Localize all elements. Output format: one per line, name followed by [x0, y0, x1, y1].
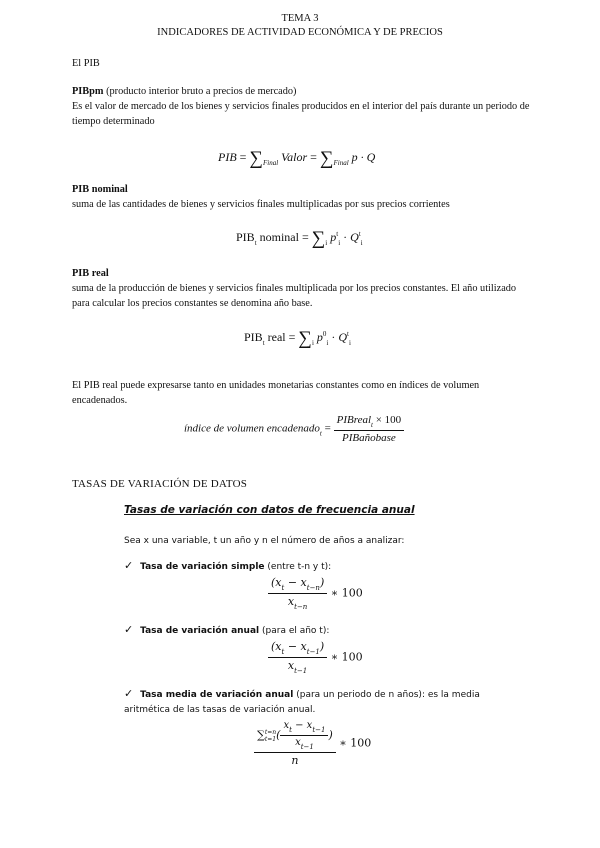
f1-term: Valor — [281, 150, 308, 164]
f2-q: Q — [350, 230, 359, 244]
item-tasa-media — [124, 686, 484, 718]
f4-num-sub: t — [371, 421, 373, 429]
f4-numerator — [334, 414, 405, 431]
media-inner-numerator — [280, 720, 328, 736]
media-inner-num-x: x — [283, 720, 290, 731]
f3-dot: · — [331, 330, 336, 344]
f4-num-tail: × 100 — [375, 414, 402, 426]
f3-p-sup: 0 — [322, 330, 327, 338]
f4-denominator: PIBañobase — [342, 432, 396, 444]
media-label: Tasa media de variación anual — [140, 690, 294, 700]
section-heading-tasas: TASAS DE VARIACIÓN DE DATOS — [72, 478, 248, 490]
nominal-paragraph — [72, 182, 532, 212]
formula-tasa-media — [254, 720, 371, 767]
f3-sum-sub: i — [311, 339, 314, 347]
f2-lhs-sub: t — [254, 239, 257, 247]
item-tasa-simple — [124, 558, 331, 575]
f1-sum2: ∑ — [319, 148, 334, 169]
f4-fraction — [334, 414, 405, 444]
simple-num-a: (x — [271, 576, 282, 589]
f3-lhs: PIB — [244, 330, 263, 344]
nominal-label: PIB nominal — [72, 184, 128, 195]
tasas-intro: Sea x una variable, t un año y n el número de años a analizar: — [124, 536, 405, 546]
f3-q: Q — [338, 330, 348, 344]
media-inner-den-x: x — [295, 737, 301, 748]
f2-p-sub: i — [338, 239, 341, 247]
f3-p: p — [316, 330, 323, 344]
media-description: (para un periodo de n años): es la media aritmética de las tasas de variación anual. — [124, 690, 480, 715]
f2-p: p — [330, 230, 337, 244]
f4-eq: = — [324, 422, 331, 435]
anual-numerator — [268, 640, 327, 658]
anual-mult: ∗ 100 — [330, 650, 363, 664]
formula-pib-nominal — [236, 228, 363, 250]
media-inner-num-sub: t — [289, 726, 292, 734]
simple-fraction — [268, 576, 327, 611]
pibpm-label: PIBpm — [72, 86, 104, 97]
f3-eq: = — [288, 330, 296, 344]
f4-lhs: índice de volumen encadenado — [184, 422, 320, 435]
f1-eq: = — [239, 150, 247, 164]
formula-indice-volumen — [184, 414, 404, 444]
media-inner-num-sub2: t−1 — [312, 726, 326, 734]
media-inner-fraction — [280, 720, 328, 751]
anual-num-sub2: t−1 — [306, 648, 320, 656]
media-mult: ∗ 100 — [339, 736, 372, 750]
formula-tasa-anual — [268, 640, 363, 675]
f2-dot: · — [343, 230, 348, 244]
media-inner-num-mid: − x — [291, 720, 313, 731]
f2-q-sub: i — [360, 239, 363, 247]
page-title: INDICADORES DE ACTIVIDAD ECONÓMICA Y DE PRECIOS — [157, 27, 443, 38]
check-icon: ✓ — [124, 623, 134, 636]
f1-sum: ∑ — [249, 148, 263, 169]
simple-num-sub2: t−n — [306, 584, 320, 592]
f3-q-sup: t — [347, 330, 349, 338]
media-numerator: ∑ t=n t=1 ( $\frac{x_t - x_{t-1}}{x_{t-1}}$ ) — [254, 720, 336, 753]
f2-q-sup: t — [358, 230, 361, 238]
f2-sum: ∑ — [311, 228, 326, 249]
anual-fraction — [268, 640, 327, 675]
anual-num-a: (x — [271, 640, 282, 653]
anual-denominator — [285, 658, 310, 675]
formula-tasa-simple — [268, 576, 363, 611]
f1-rhs: p · Q — [351, 150, 376, 164]
check-icon: ✓ — [124, 559, 134, 572]
media-inner-denominator — [292, 736, 317, 751]
f2-eq: = — [301, 230, 309, 244]
anual-label: Tasa de variación anual — [140, 626, 260, 636]
item-tasa-anual — [124, 622, 329, 639]
formula-pib-real — [244, 328, 351, 350]
section-heading-pib: El PIB — [72, 58, 100, 69]
media-inner-den-sub: t−1 — [300, 743, 314, 751]
tema-number: TEMA 3 — [281, 13, 319, 24]
media-fraction — [254, 720, 336, 767]
pibpm-paragraph — [72, 84, 532, 129]
anual-num-mid: − x — [284, 640, 307, 653]
f4-lhs-sub: t — [319, 429, 322, 438]
media-sum-symbol: ∑ — [257, 728, 265, 742]
f2-lhs: PIB — [236, 230, 255, 244]
simple-label: Tasa de variación simple — [140, 562, 265, 572]
anual-den-sub: t−1 — [294, 667, 308, 675]
simple-mult: ∗ 100 — [330, 586, 363, 600]
anual-num-sub: t — [281, 648, 285, 656]
pibpm-definition: Es el valor de mercado de los bienes y servicios finales producidos en el interior del país durante un periodo de tiempo determinado — [72, 101, 530, 127]
f2-sum-sub: i — [325, 239, 328, 247]
f3-lhs-word: real — [267, 330, 286, 344]
real-definition: suma de la producción de bienes y servicios finales multiplicada por los precios constantes. El año utilizado para calcular los precios constantes se denomina año base. — [72, 283, 517, 309]
media-sum-sub: t=1 — [264, 735, 277, 743]
f1-sub1: Final — [262, 159, 279, 167]
media-denominator: n — [291, 754, 299, 767]
nominal-definition: suma de las cantidades de bienes y servicios finales multiplicadas por sus precios corrientes — [72, 199, 450, 210]
anual-den-x: x — [287, 659, 295, 672]
f3-sum: ∑ — [298, 328, 312, 349]
f3-lhs-sub: t — [262, 339, 265, 347]
check-icon: ✓ — [124, 687, 134, 700]
f1-sub2: Final — [333, 159, 349, 167]
simple-den-sub: t−n — [294, 603, 308, 611]
anual-num-end: ) — [319, 640, 325, 653]
pibpm-description: (producto interior bruto a precios de mercado) — [106, 86, 297, 97]
simple-num-mid: − x — [284, 576, 307, 589]
real-paragraph — [72, 266, 532, 311]
formula-pibpm — [218, 148, 375, 170]
f2-lhs-word: nominal — [259, 230, 299, 244]
box-title-frecuencia-anual: Tasas de variación con datos de frecuencia anual — [124, 504, 415, 516]
simple-denominator — [285, 594, 310, 611]
anual-description: (para el año t): — [262, 626, 330, 636]
real-expression-paragraph: El PIB real puede expresarse tanto en unidades monetarias constantes como en índices de volumen encadenados. — [72, 380, 480, 406]
media-sum-limits — [265, 729, 276, 743]
f3-p-sub: i — [326, 339, 329, 347]
media-sum-sup: t=n — [264, 728, 277, 736]
simple-num-end: ) — [319, 576, 325, 589]
simple-numerator — [268, 576, 327, 594]
f4-num: PIBreal — [336, 414, 372, 426]
f3-q-sub: i — [348, 339, 351, 347]
f1-eq2: = — [310, 150, 317, 164]
simple-description: (entre t-n y t): — [267, 562, 332, 572]
simple-num-sub: t — [281, 584, 285, 592]
simple-den-x: x — [287, 595, 295, 608]
real-label: PIB real — [72, 268, 109, 279]
f1-lhs: PIB — [218, 150, 237, 164]
f2-p-sup: t — [336, 230, 339, 238]
